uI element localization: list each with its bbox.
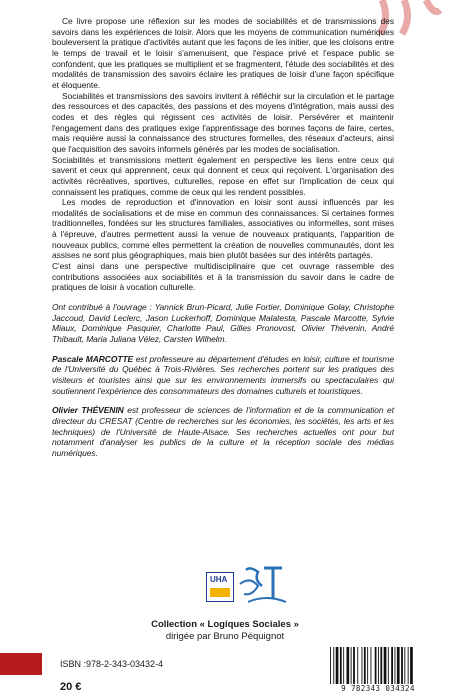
- author-bio-thevenin-text: est professeur de sciences de l'information et de la communication et directeur du CRESAT (Centre de recherches sur les économies, les sociétés, les arts et les techniques) de l'Université de Haute-Alsace. Ses recherches actuelles ont pour but notamment d'analyser les publics de la culture et la réception sociale des médias numériques.: [52, 405, 394, 458]
- uha-logo-text: UHA: [210, 575, 228, 584]
- back-cover-text: [52, 16, 394, 459]
- barcode: [324, 645, 432, 697]
- paragraph-2: Sociabilités et transmissions des savoirs invitent à réfléchir sur la circulation et le partage des ressources et des capacités, des passions et des moyens d'intégration, mais aussi des codes et des règles qui régissent ces activités de loisir. Persévérer et maintenir l'engagement dans des pratiques exige l'apprentissage des bonnes façons de faire, certes, mais requière aussi la connaissance des structures formelles, des réseaux d'acteurs, ainsi que l'acquisition des savoirs informels générés par les modes de socialisation.: [52, 90, 394, 154]
- contributors-list: Ont contribué à l'ouvrage : Yannick Brun-Picard, Julie Fortier, Dominique Golay, Christophe Jaccoud, David Leclerc, Jason Luckerhoff, Dominique Malatesta, Pascale Marcotte, Sylvie Miaux, Dominique Pasquier, Charlotte Paul, Gilles Pronovost, Olivier Thévenin, André Thibault, Maria Juliana Vélez, Carsten Wilhelm.: [52, 302, 394, 345]
- paragraph-5: C'est ainsi dans une perspective multidisciplinaire que cet ouvrage rassemble des contributions associées aux sociabilités et à la transmission du savoir dans le cadre de pratiques de loisir à vocation culturelle.: [52, 261, 394, 293]
- institution-logos: [206, 564, 326, 614]
- author-name-thevenin: Olivier THÉVENIN: [52, 405, 124, 416]
- price-label: 20 €: [60, 681, 82, 693]
- isbn-label: ISBN :978-2-343-03432-4: [60, 659, 164, 669]
- bottom-strip: [0, 645, 450, 700]
- author-bio-marcotte-text: est professeure au département d'études en loisir, culture et tourisme de l'Université du Québec à Trois-Rivières. Ses recherches portent sur les pratiques des visiteurs et touristes ainsi que sur les environnements immersifs ou spectaculaires qui soutiennent l'expérience des consommateurs des domaines culturels et touristiques.: [52, 353, 394, 396]
- paragraph-4: Les modes de reproduction et d'innovation en loisir sont aussi influencés par les modalités de socialisations et de mise en commun des connaissances. Si certaines formes traditionnelles, fondées sur les structures familiales, associatives ou informelles, sont mises à l'épreuve, d'autres permettent aussi la venue de nouveaux pratiquants, l'apparition de nouveaux publics, comme elles permettent la création de nouvelles communautés, dont les assises ne sont plus géographiques, mais bien plutôt basées sur des intérêts partagés.: [52, 197, 394, 261]
- paragraph-3: Sociabilités et transmissions mettent également en perspective les liens entre ceux qui savent et ceux qui apprennent, ceux qui donnent et ceux qui reçoivent. L'organisation des activités récréatives, sportives, culturelles, repose en effet sur l'implication de ceux qui connaissent les pratiques, comme de ceux qui les rendent possibles.: [52, 154, 394, 197]
- barcode-digits: 9 782343 034324: [324, 684, 432, 693]
- author-bio-marcotte: [52, 354, 394, 397]
- uha-logo: [206, 572, 234, 602]
- collection-director: dirigée par Bruno Péquignot: [165, 631, 285, 642]
- collection-title: Collection « Logiques Sociales »: [151, 619, 299, 630]
- author-name-marcotte: Pascale MARCOTTE: [52, 353, 134, 364]
- red-bar: [0, 653, 42, 675]
- collection-info: [0, 619, 450, 643]
- cresat-logo: [236, 564, 296, 610]
- paragraph-1: Ce livre propose une réflexion sur les modes de sociabilités et de transmissions des savoirs dans les expériences de loisir. Alors que les moyens de communication numériques bouleversent la pratique d'activités autant que les façons de les initier, que les cloisons entre le temps de travail et le loisir s'amenuisent, que l'espace privé et l'espace public se confondent, que les pratiques se multiplient et se fragmentent, l'étude des sociabilités et des modalités de transmission des savoirs éclaire les pratiques de loisir d'une façon spécifique et éloquente.: [52, 16, 394, 90]
- author-bio-thevenin: [52, 405, 394, 458]
